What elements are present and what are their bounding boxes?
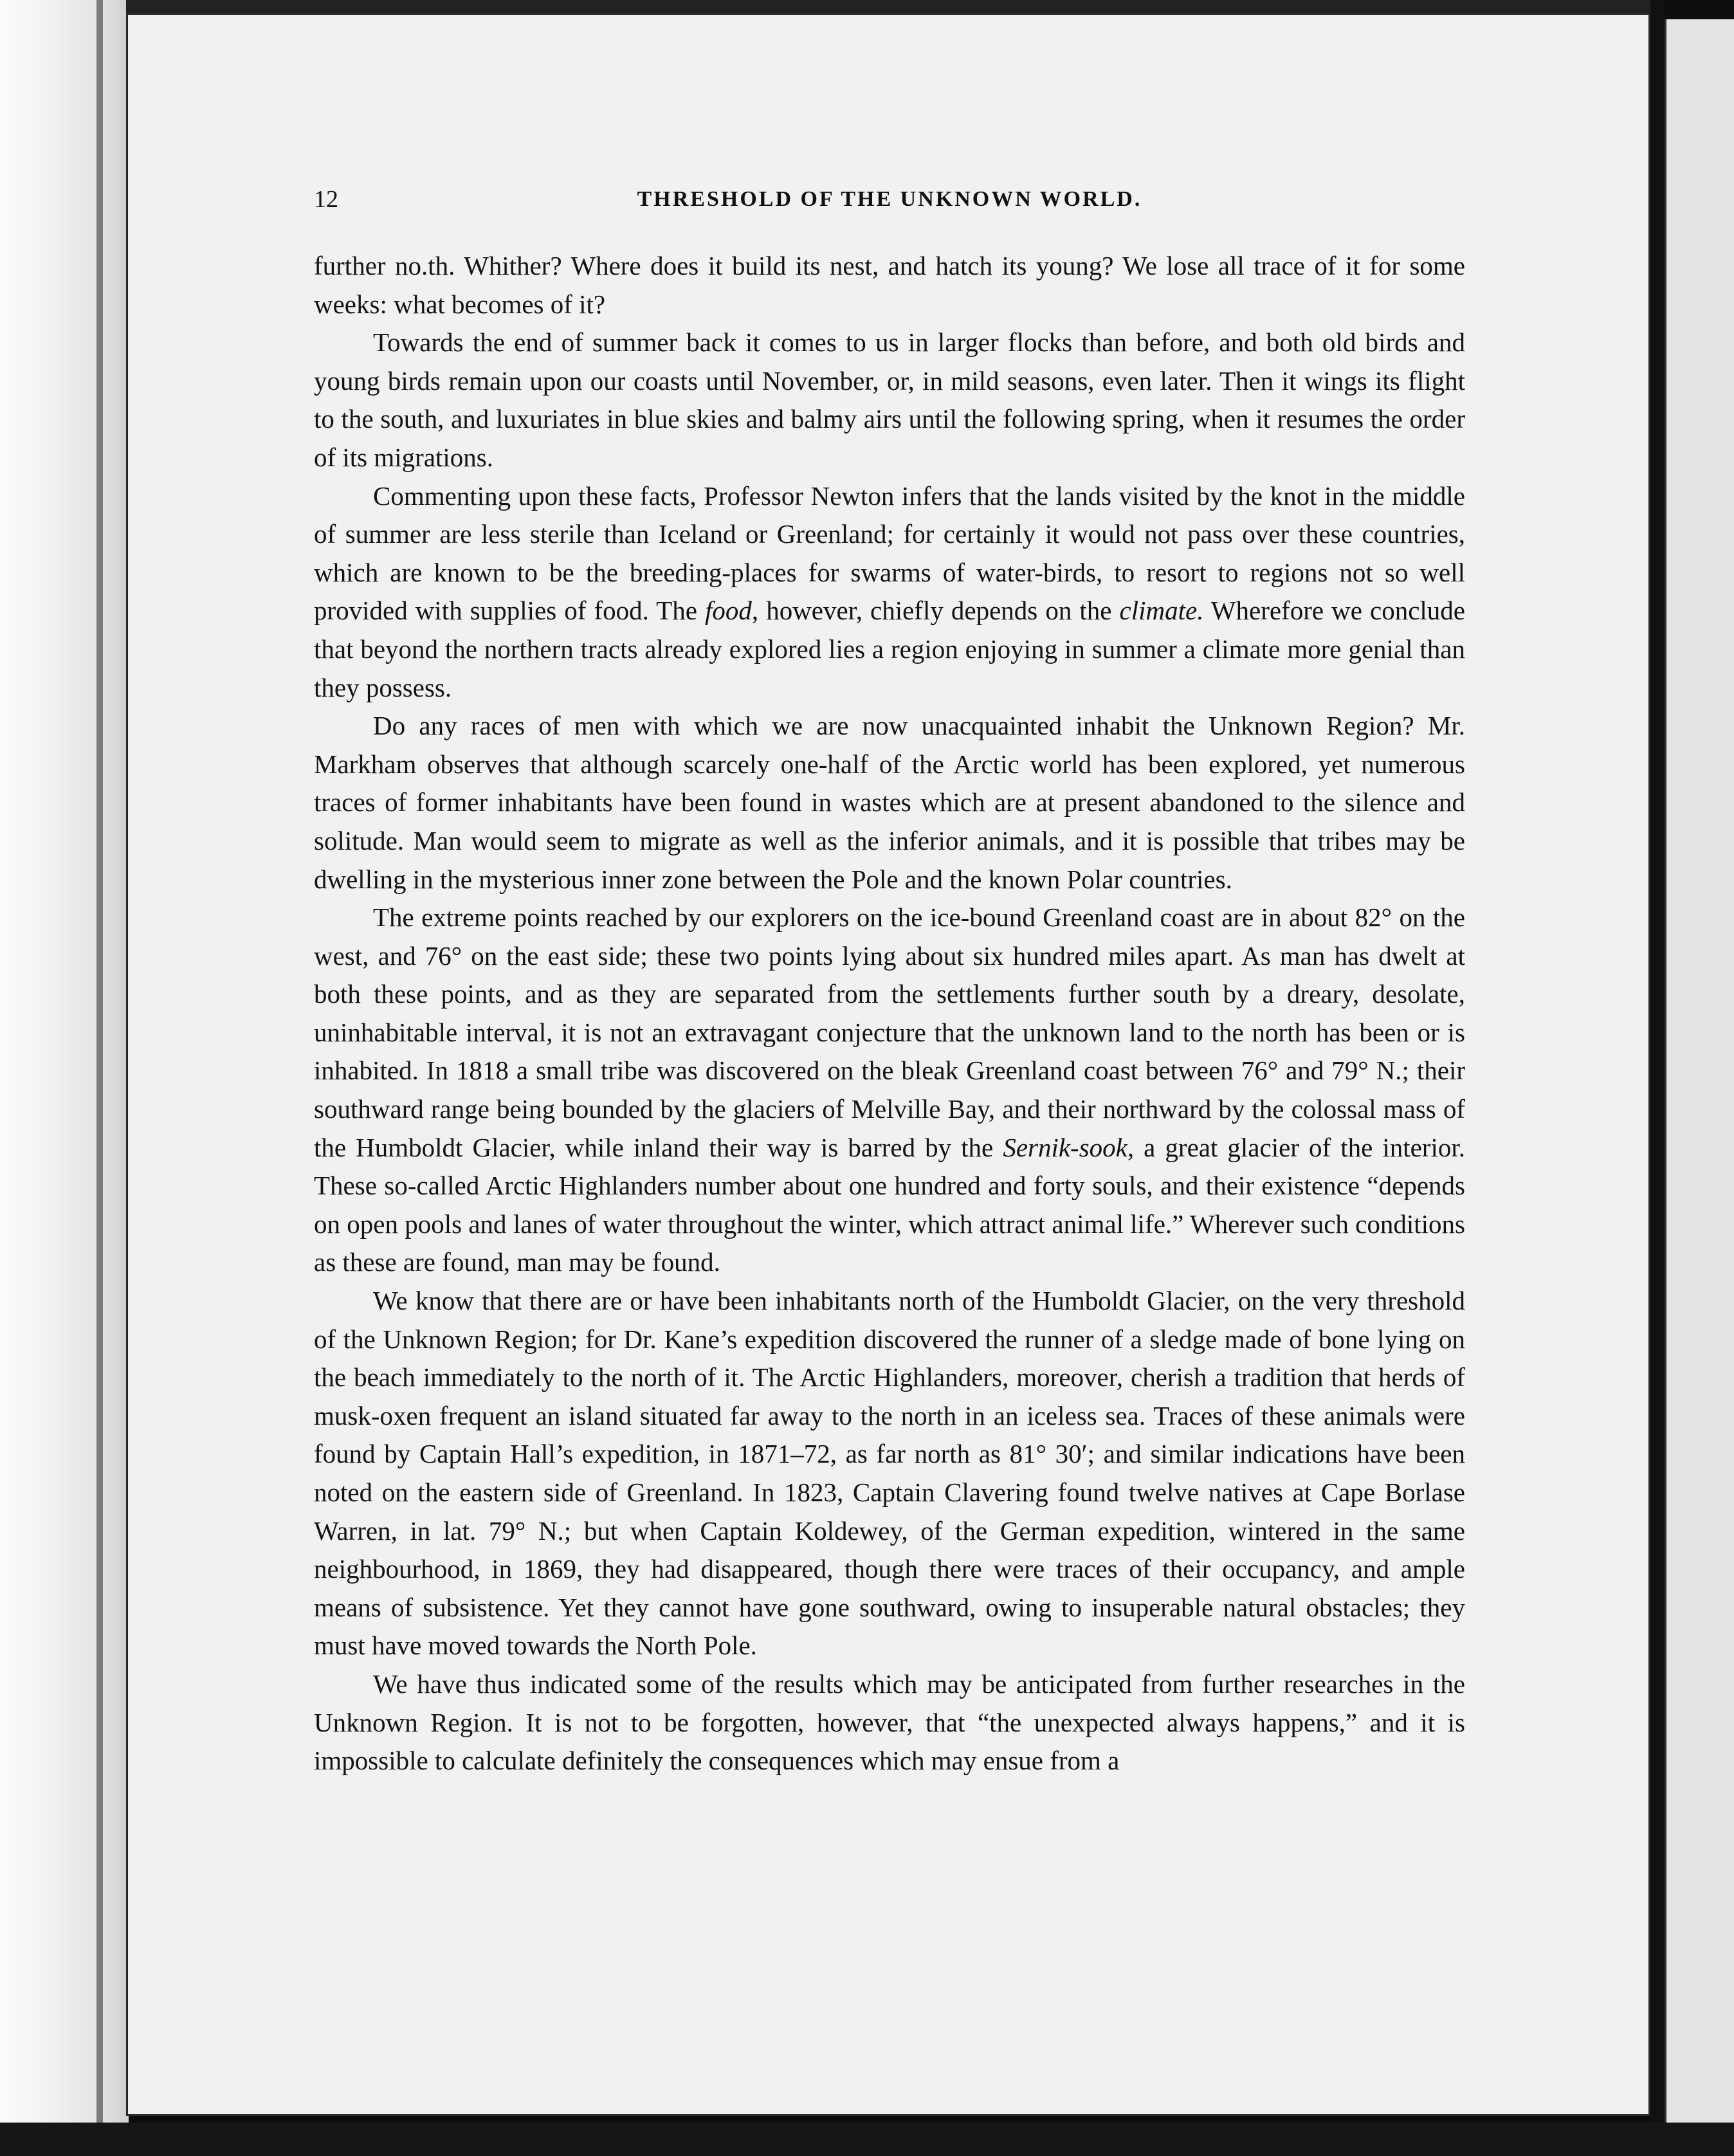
- paragraph: [314, 899, 1465, 1282]
- bottom-scan-border: [0, 2123, 1734, 2156]
- paragraph-text: Towards the end of summer back it comes to us in larger flocks than before, and both old birds and young birds remain upon our coasts until November, or, in mild seasons, even later. Then it wings its flight to the south, and luxuriates in blue skies and balmy airs until the following spring, when it resumes the order of its migrations.: [314, 327, 1465, 472]
- paragraph-text: Commenting upon these facts, Professor Newton infers that the lands visited by the knot in the middle of summer are less sterile than Iceland or Greenland; for certainly it would not pass over these countries, which are known to be the breeding-places for swarms of water-birds, to resort to regions not so well provided with supplies of food. The: [314, 480, 1465, 626]
- left-page-margin: [0, 0, 129, 2156]
- paragraph-text: , a great glacier of the interior. These so-called Arctic Highlanders number about one hundred and forty souls, and their existence “depends on open pools and lanes of water throughout the winter, which attract animal life.” Wherever such conditions as these are found, man may be found.: [314, 1132, 1465, 1277]
- body-text: [314, 247, 1465, 1780]
- paragraph: [314, 1665, 1465, 1780]
- paragraph-text: We have thus indicated some of the results which may be anticipated from further researches in the Unknown Region. It is not to be forgotten, however, that “the unexpected always happens,” and it is impossible to calculate definitely the consequences which may ensue from a: [314, 1668, 1465, 1776]
- paragraph-text: , however, chiefly depends on the: [751, 596, 1120, 626]
- paragraph: [314, 247, 1465, 324]
- italic-term: Sernik-sook: [1003, 1132, 1127, 1162]
- paragraph: [314, 707, 1465, 899]
- paragraph: [314, 324, 1465, 477]
- paragraph-text: further no.th. Whither? Where does it build its nest, and hatch its young? We lose all trace of it for some weeks: what becomes of it?: [314, 251, 1465, 319]
- italic-term: food: [704, 596, 752, 626]
- paragraph-text: Do any races of men with which we are now unacquainted inhabit the Unknown Region? Mr. Markham observes that although scarcely one-half of the Arctic world has been explored, yet numerous traces of former inhabitants have been found in wastes which are at present abandoned to the silence and solitude. Man would seem to migrate as well as the inferior animals, and it is possible that tribes may be dwelling in the mysterious inner zone between the Pole and the known Polar countries.: [314, 711, 1465, 894]
- paragraph-text: We know that there are or have been inhabitants north of the Humboldt Glacier, on the very threshold of the Unknown Region; for Dr. Kane’s expedition discovered the runner of a sledge made of bone lying on the beach immediately to the north of it. The Arctic Highlanders, moreover, cherish a tradition that herds of musk-oxen frequent an island situated far away to the north in an iceless sea. Traces of these animals were found by Captain Hall’s expedition, in 1871–72, as far north as 81° 30′; and similar indications have been noted on the eastern side of Greenland. In 1823, Captain Clavering found twelve natives at Cape Borlase Warren, in lat. 79° N.; but when Captain Koldewey, of the German expedition, wintered in the same neighbourhood, in 1869, they had disappeared, though there were traces of their occupancy, and ample means of subsistence. Yet they cannot have gone southward, owing to insuperable natural obstacles; they must have moved towards the North Pole.: [314, 1286, 1465, 1661]
- facing-page-edge: [1665, 19, 1734, 2135]
- paragraph-text: Wherefore we conclude that beyond the northern tracts already explored lies a region enjoying in summer a climate more genial than they possess.: [314, 596, 1465, 702]
- page-header: [314, 184, 1465, 216]
- binding-shadow: [96, 0, 103, 2156]
- paragraph: [314, 1282, 1465, 1665]
- page-number: 12: [314, 186, 338, 213]
- italic-term: climate.: [1119, 596, 1204, 626]
- gutter-shadow: [1650, 0, 1665, 2156]
- paragraph-text: The extreme points reached by our explorers on the ice-bound Greenland coast are in about 82° on the west, and 76° on the east side; these two points lying about six hundred miles apart. As man has dwelt at both these points, and as they are separated from the settlements further south by a dreary, desolate, uninhabitable interval, it is not an extravagant conjecture that the unknown land to the north has been or is inhabited. In 1818 a small tribe was discovered on the bleak Greenland coast between 76° and 79° N.; their southward range being bounded by the glaciers of Melville Bay, and their northward by the colossal mass of the Humboldt Glacier, while inland their way is barred by the: [314, 902, 1465, 1162]
- running-head: THRESHOLD OF THE UNKNOWN WORLD.: [637, 187, 1142, 211]
- paragraph: [314, 477, 1465, 708]
